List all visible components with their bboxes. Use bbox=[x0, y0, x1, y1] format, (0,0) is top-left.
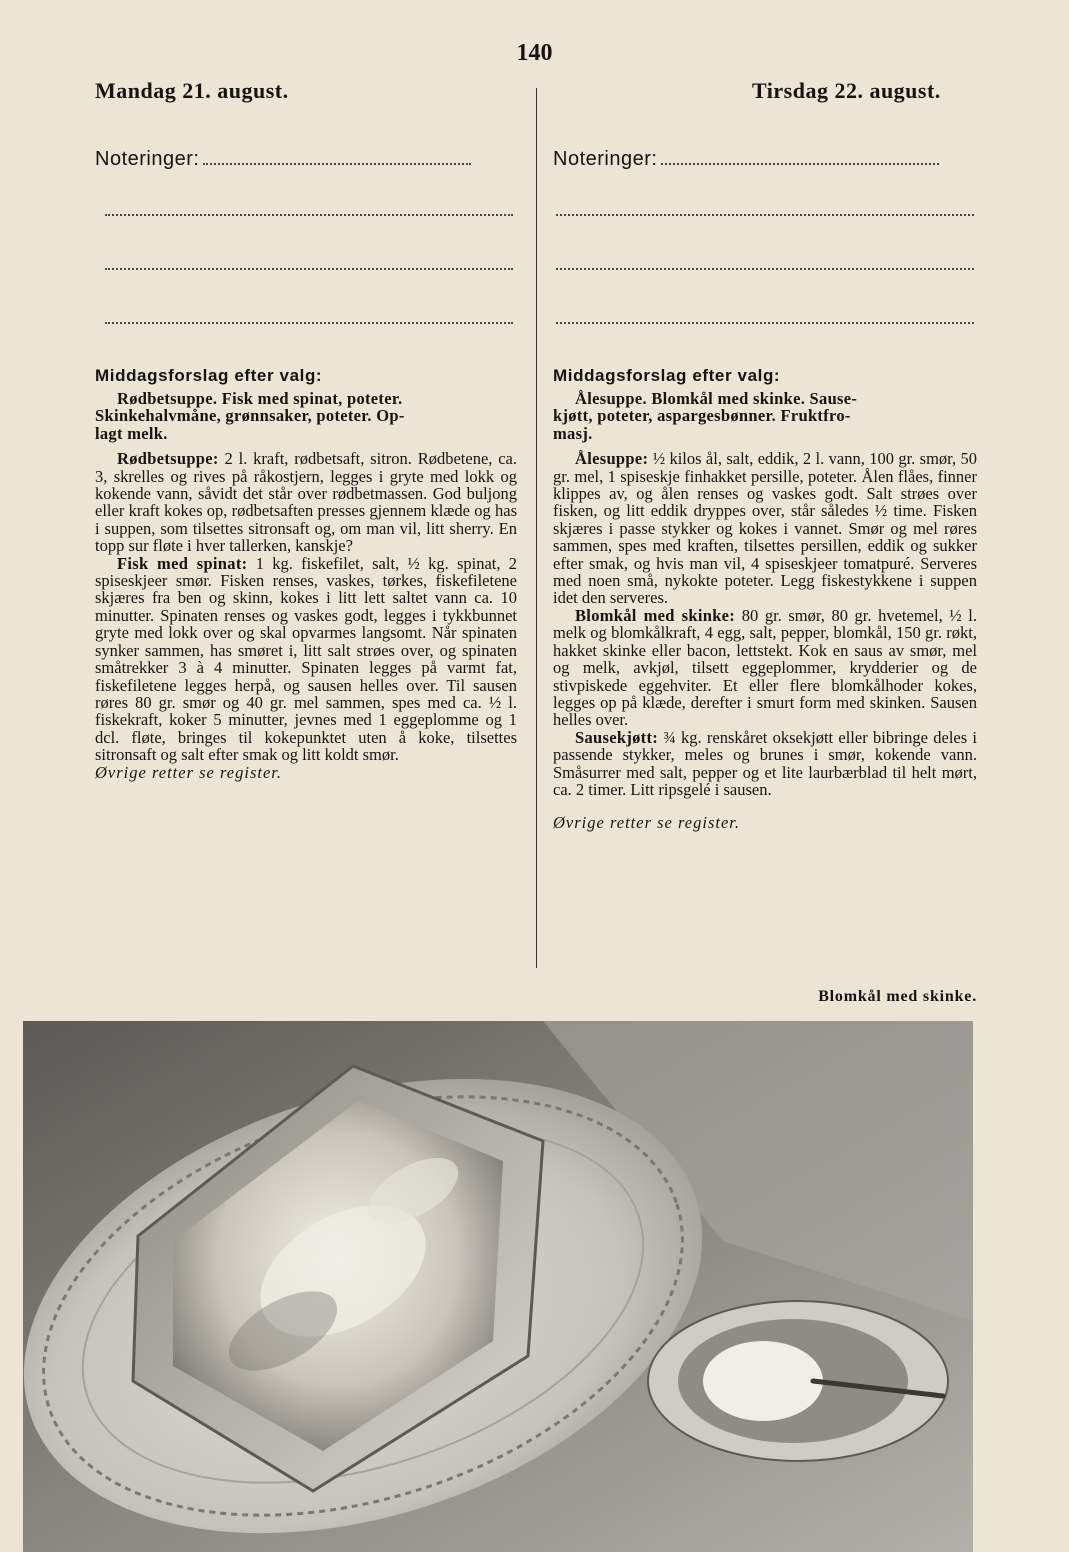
menu-line: Ålesuppe. Blomkål med skinke. Sause- bbox=[575, 389, 858, 408]
recipe-text: 80 gr. smør, 80 gr. hvetemel, ½ l. melk og blomkålkraft, 4 egg, salt, pepper, blomkål, 150 gr. røkt, hakket skinke eller bacon, lettstekt. Kok en saus av smør, mel og melk, avkjøl, tilsett eggeplommer, krydderier og de stivpiskede eggehviter. Et eller flere blomkålhoder kokes, legges op på klæde, derefter i smurt form med skinken. Sausen helles over. bbox=[553, 605, 977, 730]
day-heading-monday: Mandag 21. august. bbox=[95, 78, 289, 103]
footer-note: Øvrige retter se register. bbox=[553, 813, 740, 833]
recipe-blomkal-med-skinke bbox=[553, 607, 977, 729]
notes-dot-line bbox=[105, 322, 513, 324]
notes-dot-line bbox=[556, 268, 974, 270]
recipe-name: Rødbetsuppe: bbox=[117, 449, 219, 469]
photo-caption: Blomkål med skinke. bbox=[818, 988, 977, 1005]
menu-line: kjøtt, poteter, aspargesbønner. Fruktfro- bbox=[553, 406, 851, 426]
column-divider bbox=[536, 88, 537, 968]
recipe-name: Fisk med spinat: bbox=[117, 553, 248, 573]
notes-label: Noteringer: bbox=[95, 148, 200, 170]
menu-line: Rødbetsuppe. Fisk med spinat, poteter. bbox=[117, 389, 403, 408]
recipe-name: Ålesuppe: bbox=[575, 449, 649, 469]
menu-line: masj. bbox=[553, 423, 593, 443]
sauce bbox=[703, 1341, 823, 1421]
recipe-text: ½ kilos ål, salt, eddik, 2 l. vann, 100 gr. smør, 50 gr. mel, 1 spiseskje finhakket persille, poteter. Ålen flåes, finner klippes av, og ålen renses og vaskes godt. Salt strøes over fisken, og litt eddik dryppes over, står således ½ time. Fisken skjæres i passe stykker og kokes i vannet. Smør og mel røres sammen, spes med kraften, tilsettes persillen, eddik og sukker efter smak, og hvis man vil, 4 spiseskjeer tomatpuré. Serveres med noen små, nykokte poteter. Legg fiskestykkene i suppen idet den serveres. bbox=[553, 449, 978, 608]
recipe-fisk-med-spinat bbox=[95, 555, 517, 764]
recipe-alesuppe bbox=[553, 450, 977, 607]
day-heading-tuesday: Tirsdag 22. august. bbox=[752, 78, 941, 103]
recipe-name: Blomkål med skinke: bbox=[575, 605, 736, 625]
recipe-text: 2 l. kraft, rødbetsaft, sitron. Rødbetene, ca. 3, skrelles og rives på råkostjern, legges i gryte med lokk og kokende vann, såvidt det står over rødbetmassen. God buljong eller kraft kokes op, rødbetsaften presses gjennem klæde og has i suppen, som tilsettes sitronsaft og, om man vil, litt sherry. En topp sur fløte i hver tallerken, kanskje? bbox=[95, 449, 518, 556]
notes-dot-line bbox=[556, 322, 974, 324]
notes-dot-line bbox=[105, 214, 513, 216]
menu-line: lagt melk. bbox=[95, 423, 168, 443]
recipe-text: ¾ kg. renskåret oksekjøtt eller bibringe deles i passende stykker, meles og brunes i smør, kokende vann. Småsurrer med salt, pepper og et lite laurbærblad til helt mørt, ca. 2 timer. Litt ripsgelé i sausen. bbox=[553, 727, 978, 799]
recipe-column-right bbox=[553, 390, 977, 832]
recipe-rodbetsuppe bbox=[95, 450, 517, 554]
recipe-column-left bbox=[95, 390, 517, 781]
food-photo bbox=[23, 1021, 973, 1552]
menu-line: Skinkehalvmåne, grønnsaker, poteter. Op- bbox=[95, 406, 405, 426]
suggestions-title-left: Middagsforslag efter valg: bbox=[95, 366, 323, 385]
suggestions-title-right: Middagsforslag efter valg: bbox=[553, 366, 781, 385]
recipe-name: Sausekjøtt: bbox=[575, 727, 659, 747]
recipe-sausekjott bbox=[553, 729, 977, 799]
page-number: 140 bbox=[516, 40, 553, 66]
notes-dot-line bbox=[661, 163, 939, 165]
notes-section-right bbox=[553, 148, 973, 171]
footer-note: Øvrige retter se register. bbox=[95, 762, 282, 782]
notes-dot-line bbox=[556, 214, 974, 216]
notes-dot-line bbox=[203, 163, 471, 165]
notes-section-left bbox=[95, 148, 515, 171]
notes-label: Noteringer: bbox=[553, 148, 658, 170]
recipe-text: 1 kg. fiskefilet, salt, ½ kg. spinat, 2 spiseskjeer smør. Fisken renses, vaskes, tørkes, fiskefiletene skjæres fra ben og skinn, kokes i litt lett saltet vann ca. 10 minutter. Spinaten renses og vaskes godt, legges i tykkbunnet gryte med lokk over og skal opvarmes langsomt. Når spinaten synker sammen, has smøret i, litt salt strøes over, og spinaten småtrekker 3 à 4 minutter. Spinaten legges på varmt fat, fiskefiletene legges herpå, og sausen helles over. Til sausen røres 80 gr. smør og 40 gr. mel sammen, spes med ca. ½ l. fiskekraft, koker 5 minutter, jevnes med 1 eggeplomme og 1 dcl. fløte, bringes til kokepunktet uten å koke, tilsettes sitronsaft og salt efter smak og litt koldt smør. bbox=[95, 553, 518, 765]
notes-dot-line bbox=[105, 268, 513, 270]
